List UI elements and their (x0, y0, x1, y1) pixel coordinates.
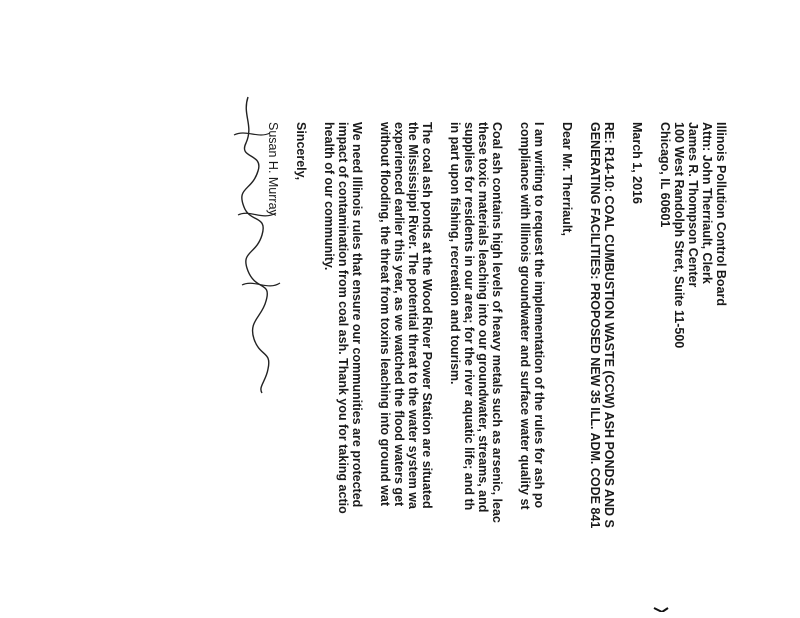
subject-line-2: GENERATING FACILITIES: PROPOSED NEW 35 ILL. ADM. CODE 841 (588, 122, 602, 529)
paragraph-3-line-3: experienced earlier this year, as we watched the flood waters get (392, 122, 406, 507)
paragraph-3-line-4: without flooding, the threat from toxins leaching into ground wat (378, 122, 392, 507)
paragraph-3-line-1: The coal ash ponds at the Wood River Power Station are situated (420, 122, 434, 509)
paragraph-3-line-2: the Mississippi River. The potential threat to the water system wa (406, 122, 420, 509)
subject-line-1: RE: R14-10: COAL CUMBUSTION WASTE (CCW) ASH PONDS AND S (602, 122, 616, 528)
address-line-1: Illinois Pollution Control Board (714, 122, 728, 307)
paragraph-2-line-3: supplies for residents in our area; for the river aquatic life; and th (462, 122, 476, 511)
signer-name: Susan H. Murray (266, 122, 280, 216)
paragraph-2-line-4: in part upon fishing, recreation and tourism. (448, 122, 462, 385)
address-line-5: Chicago, IL 60601 (658, 122, 672, 228)
paragraph-4-line-1: We need Illinois rules that ensure our communities are protected (350, 122, 364, 508)
salutation: Dear Mr. Therriault, (560, 122, 574, 236)
paragraph-1-line-2: compliance with Illinois groundwater and surface water quality st (518, 122, 532, 510)
handwritten-signature (228, 95, 288, 395)
letter-body (266, 122, 728, 618)
paragraph-4-line-3: health of our community. (322, 122, 336, 271)
closing: Sincerely, (294, 122, 308, 181)
address-line-2: Attn: John Therriault, Clerk (700, 122, 714, 284)
address-line-3: James R. Thompson Center (686, 122, 700, 288)
paragraph-2-line-2: these toxic materials leaching into our groundwater, streams, and (476, 122, 490, 513)
paragraph-1-line-1: I am writing to request the implementation of the rules for ash po (532, 122, 546, 509)
paragraph-2-line-1: Coal ash contains high levels of heavy metals such as arsenic, leac (490, 122, 504, 523)
address-line-4: 100 West Randolph Stret, Suite 11-500 (672, 122, 686, 349)
letter-date: March 1, 2016 (630, 122, 644, 204)
paragraph-4-line-2: impact of contamination from coal ash. Thank you for taking actio (336, 122, 350, 514)
